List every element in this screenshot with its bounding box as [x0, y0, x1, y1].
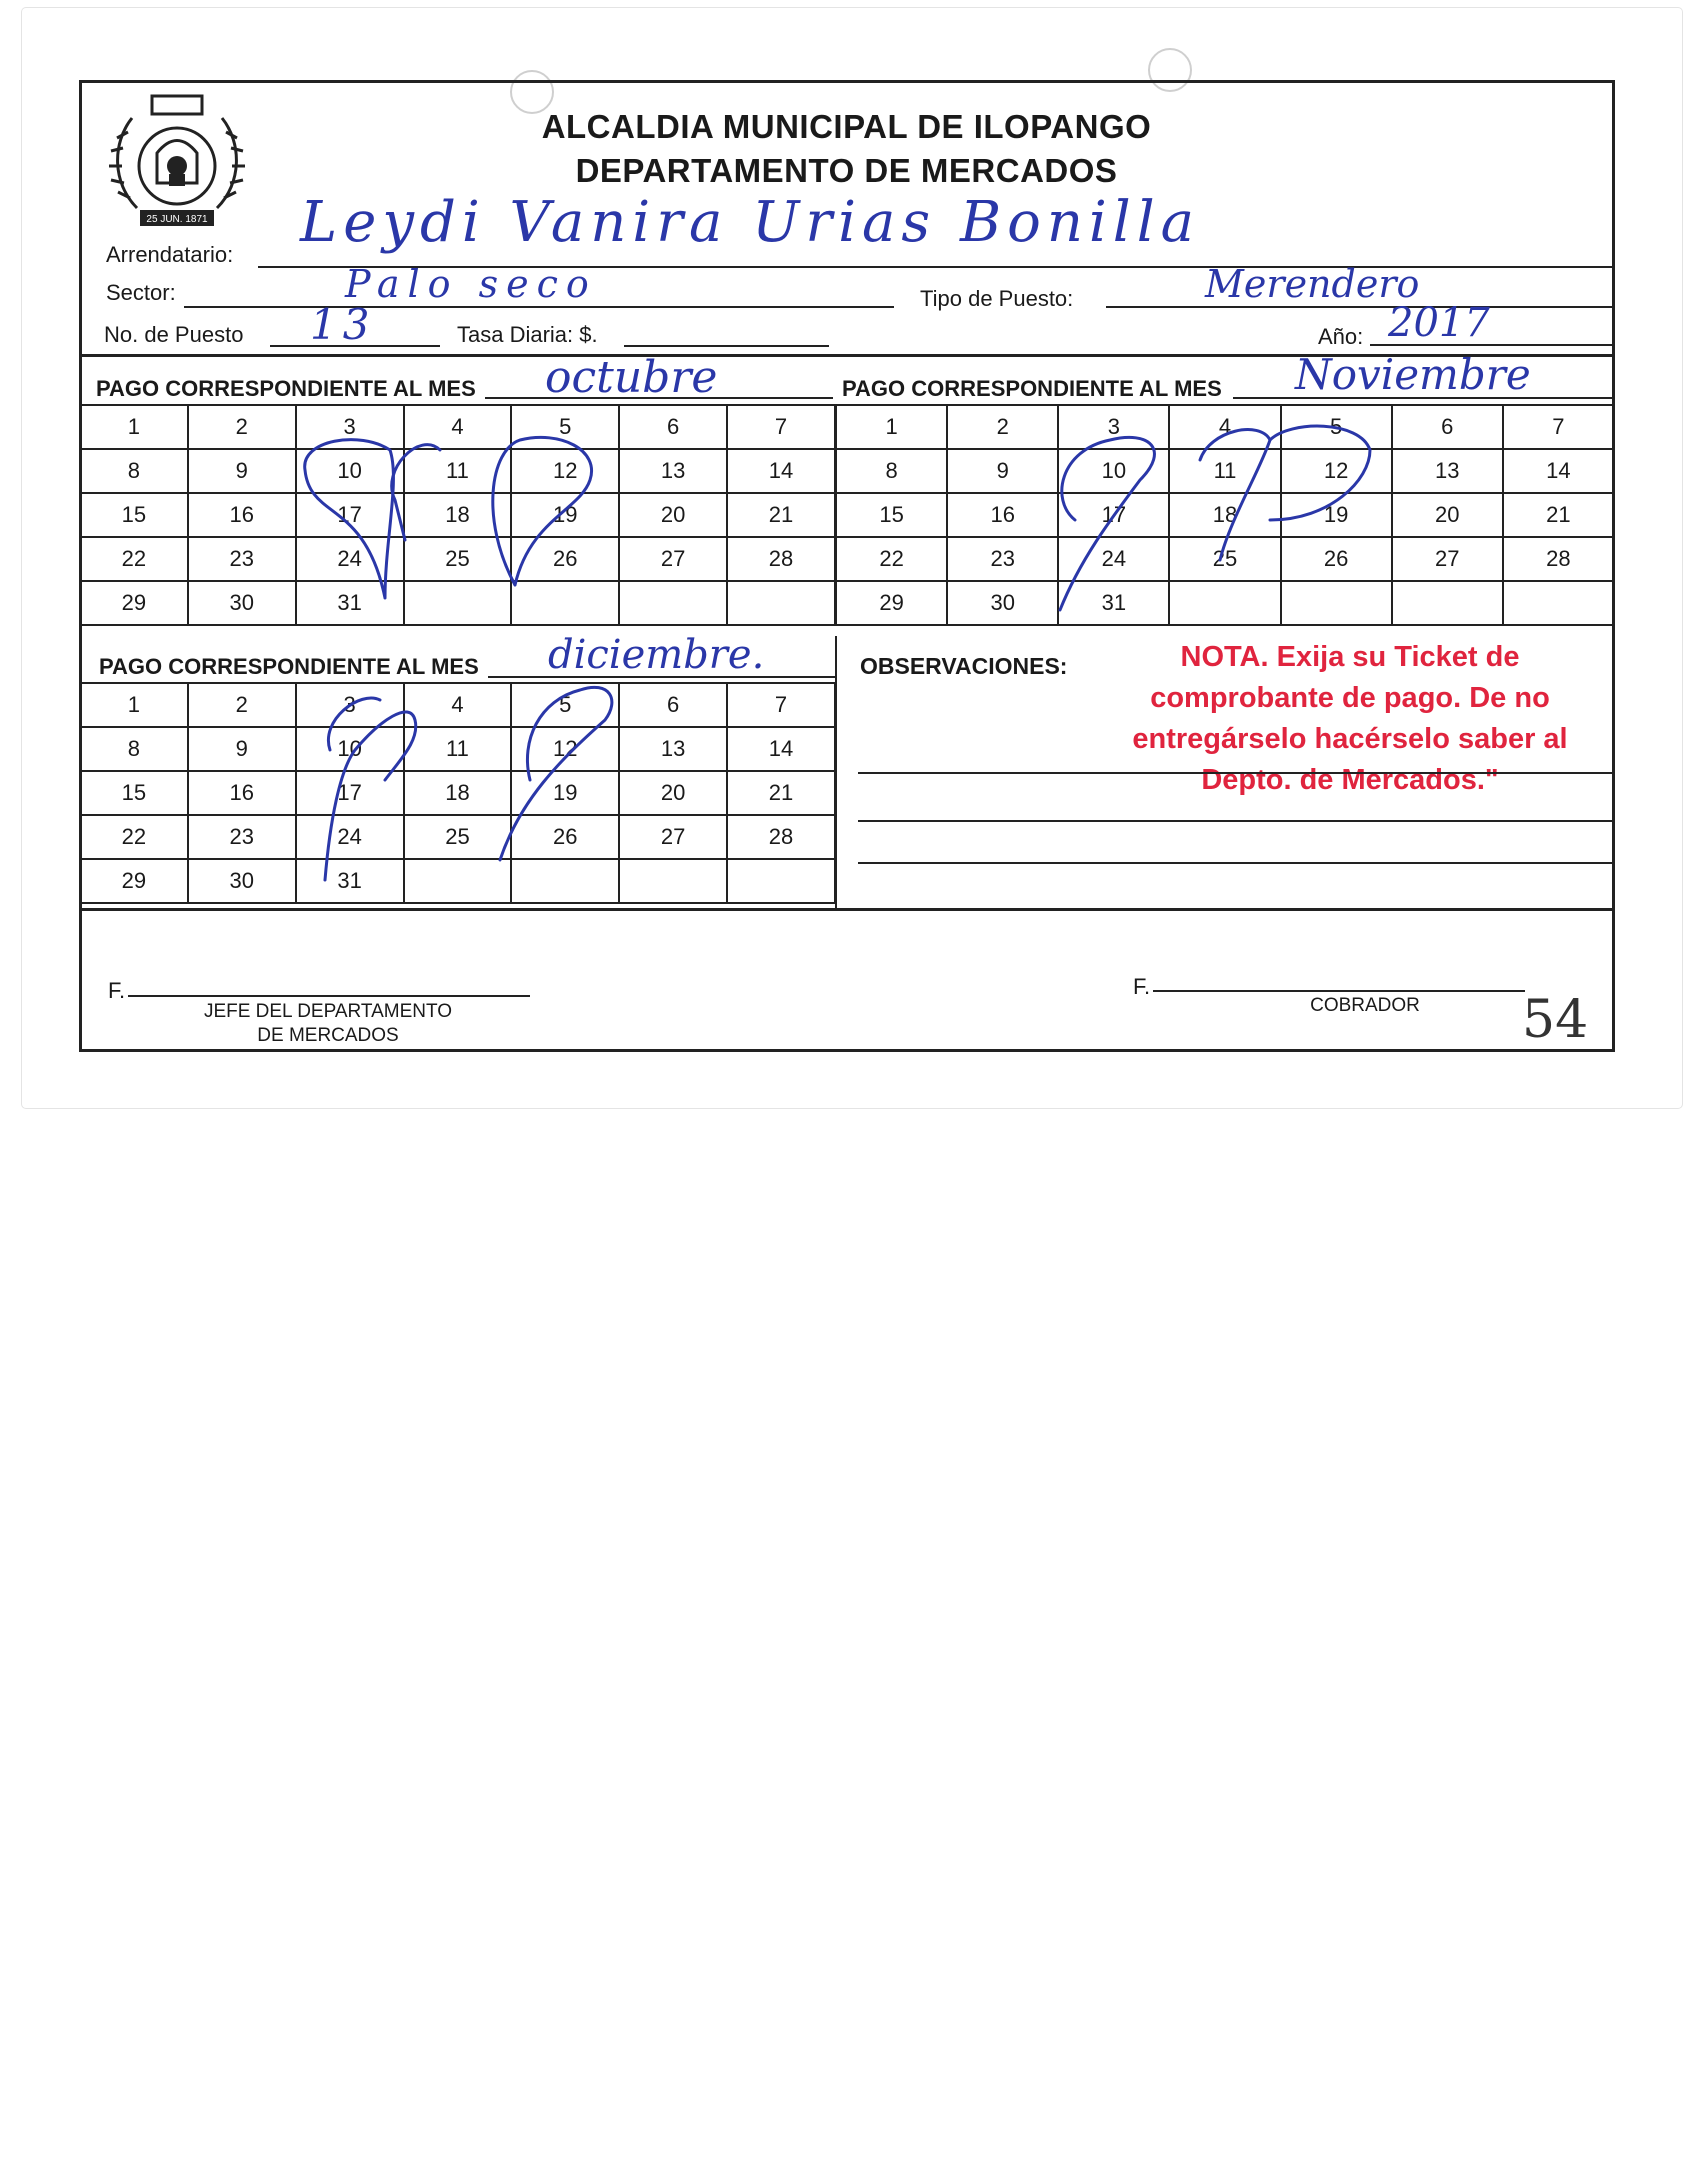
calendar-noviembre — [835, 404, 1615, 626]
day-cell: 11 — [404, 727, 512, 771]
obs-line-2 — [858, 820, 1615, 822]
day-cell: 22 — [80, 537, 188, 581]
day-cell: 6 — [1392, 405, 1503, 449]
day-cell: 6 — [619, 405, 727, 449]
day-cell: 20 — [619, 493, 727, 537]
calendar-row — [80, 449, 835, 493]
day-cell — [619, 581, 727, 625]
calendar-row — [80, 581, 835, 625]
day-cell: 22 — [80, 815, 188, 859]
day-cell — [404, 859, 512, 903]
day-cell: 15 — [80, 771, 188, 815]
day-cell: 12 — [511, 449, 619, 493]
day-cell: 9 — [188, 449, 296, 493]
footer-separator — [79, 908, 1615, 911]
day-cell: 25 — [404, 815, 512, 859]
day-cell: 12 — [1281, 449, 1392, 493]
day-cell: 27 — [1392, 537, 1503, 581]
day-cell: 4 — [404, 405, 512, 449]
day-cell: 24 — [1058, 537, 1169, 581]
day-cell: 21 — [727, 493, 835, 537]
day-cell: 11 — [1169, 449, 1280, 493]
day-cell: 21 — [1503, 493, 1614, 537]
day-cell: 24 — [296, 815, 404, 859]
mes-noviembre-value: Noviembre — [1295, 350, 1531, 399]
day-cell: 25 — [404, 537, 512, 581]
day-cell: 11 — [404, 449, 512, 493]
day-cell: 15 — [836, 493, 947, 537]
day-cell: 3 — [296, 683, 404, 727]
cobrador-label: COBRADOR — [1310, 995, 1420, 1016]
day-cell: 10 — [296, 449, 404, 493]
day-cell — [619, 859, 727, 903]
firma-cobrador-line — [1153, 990, 1525, 992]
day-cell: 23 — [947, 537, 1058, 581]
mes-diciembre-value: diciembre. — [548, 632, 765, 678]
day-cell: 8 — [836, 449, 947, 493]
sector-line — [184, 306, 894, 308]
day-cell: 20 — [619, 771, 727, 815]
day-cell: 5 — [511, 405, 619, 449]
calendar-row — [80, 537, 835, 581]
title-alcaldia: ALCALDIA MUNICIPAL DE ILOPANGO — [541, 108, 1152, 145]
day-cell: 30 — [188, 859, 296, 903]
calendar-row — [80, 859, 835, 903]
day-cell: 30 — [947, 581, 1058, 625]
calendar-row — [836, 405, 1614, 449]
anio-value: 2017 — [1388, 300, 1490, 346]
firma-jefe-f: F. — [108, 978, 126, 1003]
jefe-line2: DE MERCADOS — [257, 1025, 399, 1046]
anio-label: Año: — [1318, 324, 1364, 349]
day-cell: 15 — [80, 493, 188, 537]
day-cell: 10 — [296, 727, 404, 771]
calendar-row — [836, 493, 1614, 537]
day-cell: 26 — [511, 537, 619, 581]
day-cell: 3 — [296, 405, 404, 449]
day-cell — [1392, 581, 1503, 625]
day-cell: 4 — [1169, 405, 1280, 449]
day-cell: 9 — [947, 449, 1058, 493]
day-cell: 17 — [1058, 493, 1169, 537]
day-cell: 13 — [619, 449, 727, 493]
jefe-line1: JEFE DEL DEPARTAMENTO — [203, 1001, 453, 1022]
tipo-puesto-label: Tipo de Puesto: — [920, 286, 1074, 311]
day-cell: 29 — [80, 581, 188, 625]
day-cell — [1281, 581, 1392, 625]
day-cell: 20 — [1392, 493, 1503, 537]
day-cell: 18 — [1169, 493, 1280, 537]
vertical-divider — [835, 636, 837, 908]
day-cell: 8 — [80, 727, 188, 771]
firma-cobrador-f: F. — [1133, 974, 1151, 999]
day-cell: 27 — [619, 815, 727, 859]
day-cell: 31 — [296, 581, 404, 625]
day-cell: 16 — [188, 493, 296, 537]
day-cell: 26 — [1281, 537, 1392, 581]
day-cell: 13 — [1392, 449, 1503, 493]
day-cell: 26 — [511, 815, 619, 859]
day-cell: 7 — [727, 405, 835, 449]
day-cell: 14 — [1503, 449, 1614, 493]
day-cell: 2 — [947, 405, 1058, 449]
obs-line-1 — [858, 772, 1615, 774]
day-cell: 7 — [727, 683, 835, 727]
day-cell: 1 — [836, 405, 947, 449]
seal-text: 25 JUN. 1871 — [146, 214, 208, 225]
day-cell: 23 — [188, 537, 296, 581]
mes-diciembre-label: PAGO CORRESPONDIENTE AL MES — [99, 654, 479, 679]
day-cell: 5 — [1281, 405, 1392, 449]
day-cell: 7 — [1503, 405, 1614, 449]
calendar-row — [836, 449, 1614, 493]
day-cell — [404, 581, 512, 625]
mes-octubre-value: octubre — [545, 352, 718, 403]
day-cell: 29 — [80, 859, 188, 903]
calendar-row — [80, 815, 835, 859]
day-cell: 16 — [947, 493, 1058, 537]
firma-jefe-line — [128, 995, 530, 997]
day-cell — [511, 859, 619, 903]
calendar-row — [80, 727, 835, 771]
day-cell: 14 — [727, 727, 835, 771]
day-cell: 17 — [296, 771, 404, 815]
calendar-octubre — [79, 404, 836, 626]
mes-noviembre-label: PAGO CORRESPONDIENTE AL MES — [842, 376, 1222, 401]
day-cell: 8 — [80, 449, 188, 493]
no-puesto-label: No. de Puesto — [104, 322, 244, 347]
day-cell: 31 — [296, 859, 404, 903]
day-cell: 2 — [188, 405, 296, 449]
calendar-diciembre — [79, 682, 836, 904]
day-cell: 14 — [727, 449, 835, 493]
day-cell: 24 — [296, 537, 404, 581]
mes-octubre-label: PAGO CORRESPONDIENTE AL MES — [96, 376, 476, 401]
no-puesto-value: 13 — [310, 300, 376, 349]
day-cell: 9 — [188, 727, 296, 771]
sector-value: Palo seco — [345, 262, 597, 306]
calendar-row — [80, 493, 835, 537]
day-cell: 28 — [727, 815, 835, 859]
day-cell: 31 — [1058, 581, 1169, 625]
day-cell: 30 — [188, 581, 296, 625]
day-cell: 18 — [404, 771, 512, 815]
day-cell: 10 — [1058, 449, 1169, 493]
page-number: 54 — [1522, 990, 1589, 1050]
sector-label: Sector: — [106, 280, 176, 305]
day-cell — [727, 581, 835, 625]
day-cell: 28 — [1503, 537, 1614, 581]
arrendatario-value: Leydi Vanira Urias Bonilla — [300, 190, 1200, 255]
nota-ticket: NOTA. Exija su Ticket de comprobante de pago. De no entregárselo hacérselo saber al Depto. de Mercados." — [1132, 641, 1568, 796]
day-cell: 19 — [511, 493, 619, 537]
tipo-puesto-value: Merendero — [1205, 262, 1420, 306]
day-cell — [727, 859, 835, 903]
day-cell: 27 — [619, 537, 727, 581]
day-cell: 16 — [188, 771, 296, 815]
day-cell: 6 — [619, 683, 727, 727]
jefe-departamento-label — [178, 1000, 478, 1048]
day-cell — [1169, 581, 1280, 625]
day-cell: 18 — [404, 493, 512, 537]
calendar-row — [80, 771, 835, 815]
arrendatario-label: Arrendatario: — [106, 242, 234, 267]
observaciones-label: OBSERVACIONES: — [860, 653, 1068, 679]
calendar-row — [80, 683, 835, 727]
day-cell: 13 — [619, 727, 727, 771]
day-cell: 4 — [404, 683, 512, 727]
tasa-diaria-label: Tasa Diaria: $. — [457, 322, 598, 347]
day-cell — [1503, 581, 1614, 625]
calendar-row — [80, 405, 835, 449]
day-cell — [511, 581, 619, 625]
day-cell: 25 — [1169, 537, 1280, 581]
obs-line-3 — [858, 862, 1615, 864]
day-cell: 17 — [296, 493, 404, 537]
day-cell: 5 — [511, 683, 619, 727]
day-cell: 3 — [1058, 405, 1169, 449]
day-cell: 19 — [511, 771, 619, 815]
day-cell: 21 — [727, 771, 835, 815]
day-cell: 2 — [188, 683, 296, 727]
calendar-row — [836, 581, 1614, 625]
day-cell: 28 — [727, 537, 835, 581]
day-cell: 29 — [836, 581, 947, 625]
tipo-puesto-line — [1106, 306, 1615, 308]
day-cell: 1 — [80, 405, 188, 449]
title-departamento: DEPARTAMENTO DE MERCADOS — [575, 152, 1118, 189]
day-cell: 23 — [188, 815, 296, 859]
day-cell: 19 — [1281, 493, 1392, 537]
tasa-diaria-line — [624, 345, 829, 347]
calendar-row — [836, 537, 1614, 581]
day-cell: 12 — [511, 727, 619, 771]
day-cell: 1 — [80, 683, 188, 727]
day-cell: 22 — [836, 537, 947, 581]
